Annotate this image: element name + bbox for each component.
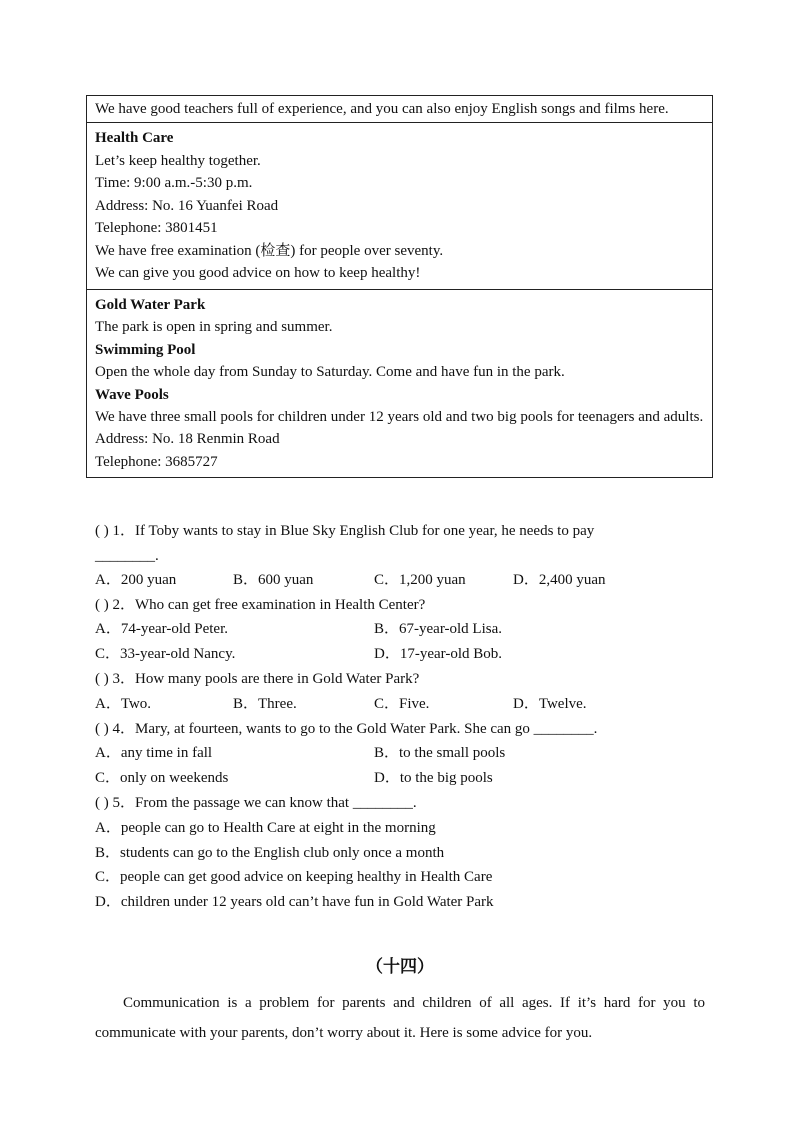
gold-water-park-cell xyxy=(87,289,712,478)
option-c[interactable]: C．1,200 yuan xyxy=(374,571,466,588)
option-d[interactable]: D．children under 12 years old can’t have fun in Gold Water Park xyxy=(95,894,494,911)
question-2-options-ab xyxy=(95,617,715,642)
wave-title: Wave Pools xyxy=(95,386,169,403)
option-c[interactable]: C．only on weekends xyxy=(95,770,229,787)
option-b[interactable]: B．students can go to the English club only once a month xyxy=(95,844,445,861)
option-b[interactable]: B．Three. xyxy=(233,695,297,712)
pool-title: Swimming Pool xyxy=(95,341,196,358)
wave-text: We have three small pools for children under 12 years old and two big pools for teenagers and adults. xyxy=(95,409,704,425)
health-line: Time: 9:00 a.m.-5:30 p.m. xyxy=(95,175,253,191)
health-care-title: Health Care xyxy=(95,130,174,146)
option-a[interactable]: A．Two. xyxy=(95,695,152,712)
question-1-options xyxy=(95,568,715,593)
health-line: We can give you good advice on how to keep healthy! xyxy=(95,265,421,281)
option-b[interactable]: B．600 yuan xyxy=(233,571,314,588)
health-line: Let’s keep healthy together. xyxy=(95,152,261,169)
health-line: Telephone: 3801451 xyxy=(95,220,218,236)
club-cell xyxy=(87,96,712,122)
question-5-stem: ( ) 5．From the passage we can know that ________. xyxy=(95,794,417,811)
option-a[interactable]: A．any time in fall xyxy=(95,745,213,762)
option-a[interactable]: A．74-year-old Peter. xyxy=(95,621,228,638)
park-telephone: Telephone: 3685727 xyxy=(95,453,218,470)
section-paragraph: Communication is a problem for parents and children of all ages. If it’s hard for you to communicate with your parents, don’t worry about it. Here is some advice for you. xyxy=(95,995,705,1041)
question-3-options xyxy=(95,692,715,717)
park-open: The park is open in spring and summer. xyxy=(95,319,333,335)
option-a[interactable]: A．people can go to Health Care at eight in the morning xyxy=(95,819,436,836)
option-d[interactable]: D．to the big pools xyxy=(374,770,493,787)
health-line: We have free examination (检查) for people over seventy. xyxy=(95,242,444,259)
section-title: （十四） xyxy=(366,957,434,977)
option-b[interactable]: B．67-year-old Lisa. xyxy=(374,621,502,638)
park-title: Gold Water Park xyxy=(95,296,206,313)
health-care-cell xyxy=(87,122,712,289)
question-3-stem: ( ) 3．How many pools are there in Gold Water Park? xyxy=(95,670,420,687)
question-2-options-cd xyxy=(95,642,715,667)
question-2-stem: ( ) 2．Who can get free examination in Health Center? xyxy=(95,596,426,613)
option-b[interactable]: B．to the small pools xyxy=(374,745,506,762)
option-d[interactable]: D．Twelve. xyxy=(513,695,587,712)
option-d[interactable]: D．2,400 yuan xyxy=(513,571,606,588)
question-4-options-cd xyxy=(95,766,715,791)
health-line: Address: No. 16 Yuanfei Road xyxy=(95,197,279,214)
info-table xyxy=(86,95,713,478)
club-note: We have good teachers full of experience, and you can also enjoy English songs and films here. xyxy=(95,101,669,117)
park-address: Address: No. 18 Renmin Road xyxy=(95,431,280,447)
option-c[interactable]: C．people can get good advice on keeping healthy in Health Care xyxy=(95,869,493,886)
pool-text: Open the whole day from Sunday to Saturday. Come and have fun in the park. xyxy=(95,364,565,380)
question-4-stem: ( ) 4．Mary, at fourteen, wants to go to the Gold Water Park. She can go ________. xyxy=(95,720,598,737)
option-c[interactable]: C．Five. xyxy=(374,695,430,712)
questions xyxy=(95,519,715,915)
option-c[interactable]: C．33-year-old Nancy. xyxy=(95,646,236,663)
option-a[interactable]: A．200 yuan xyxy=(95,571,177,588)
option-d[interactable]: D．17-year-old Bob. xyxy=(374,646,503,663)
question-1-blank: ________. xyxy=(95,547,159,564)
question-4-options-ab xyxy=(95,741,715,766)
question-1-stem: ( ) 1．If Toby wants to stay in Blue Sky English Club for one year, he needs to pay xyxy=(95,523,595,539)
